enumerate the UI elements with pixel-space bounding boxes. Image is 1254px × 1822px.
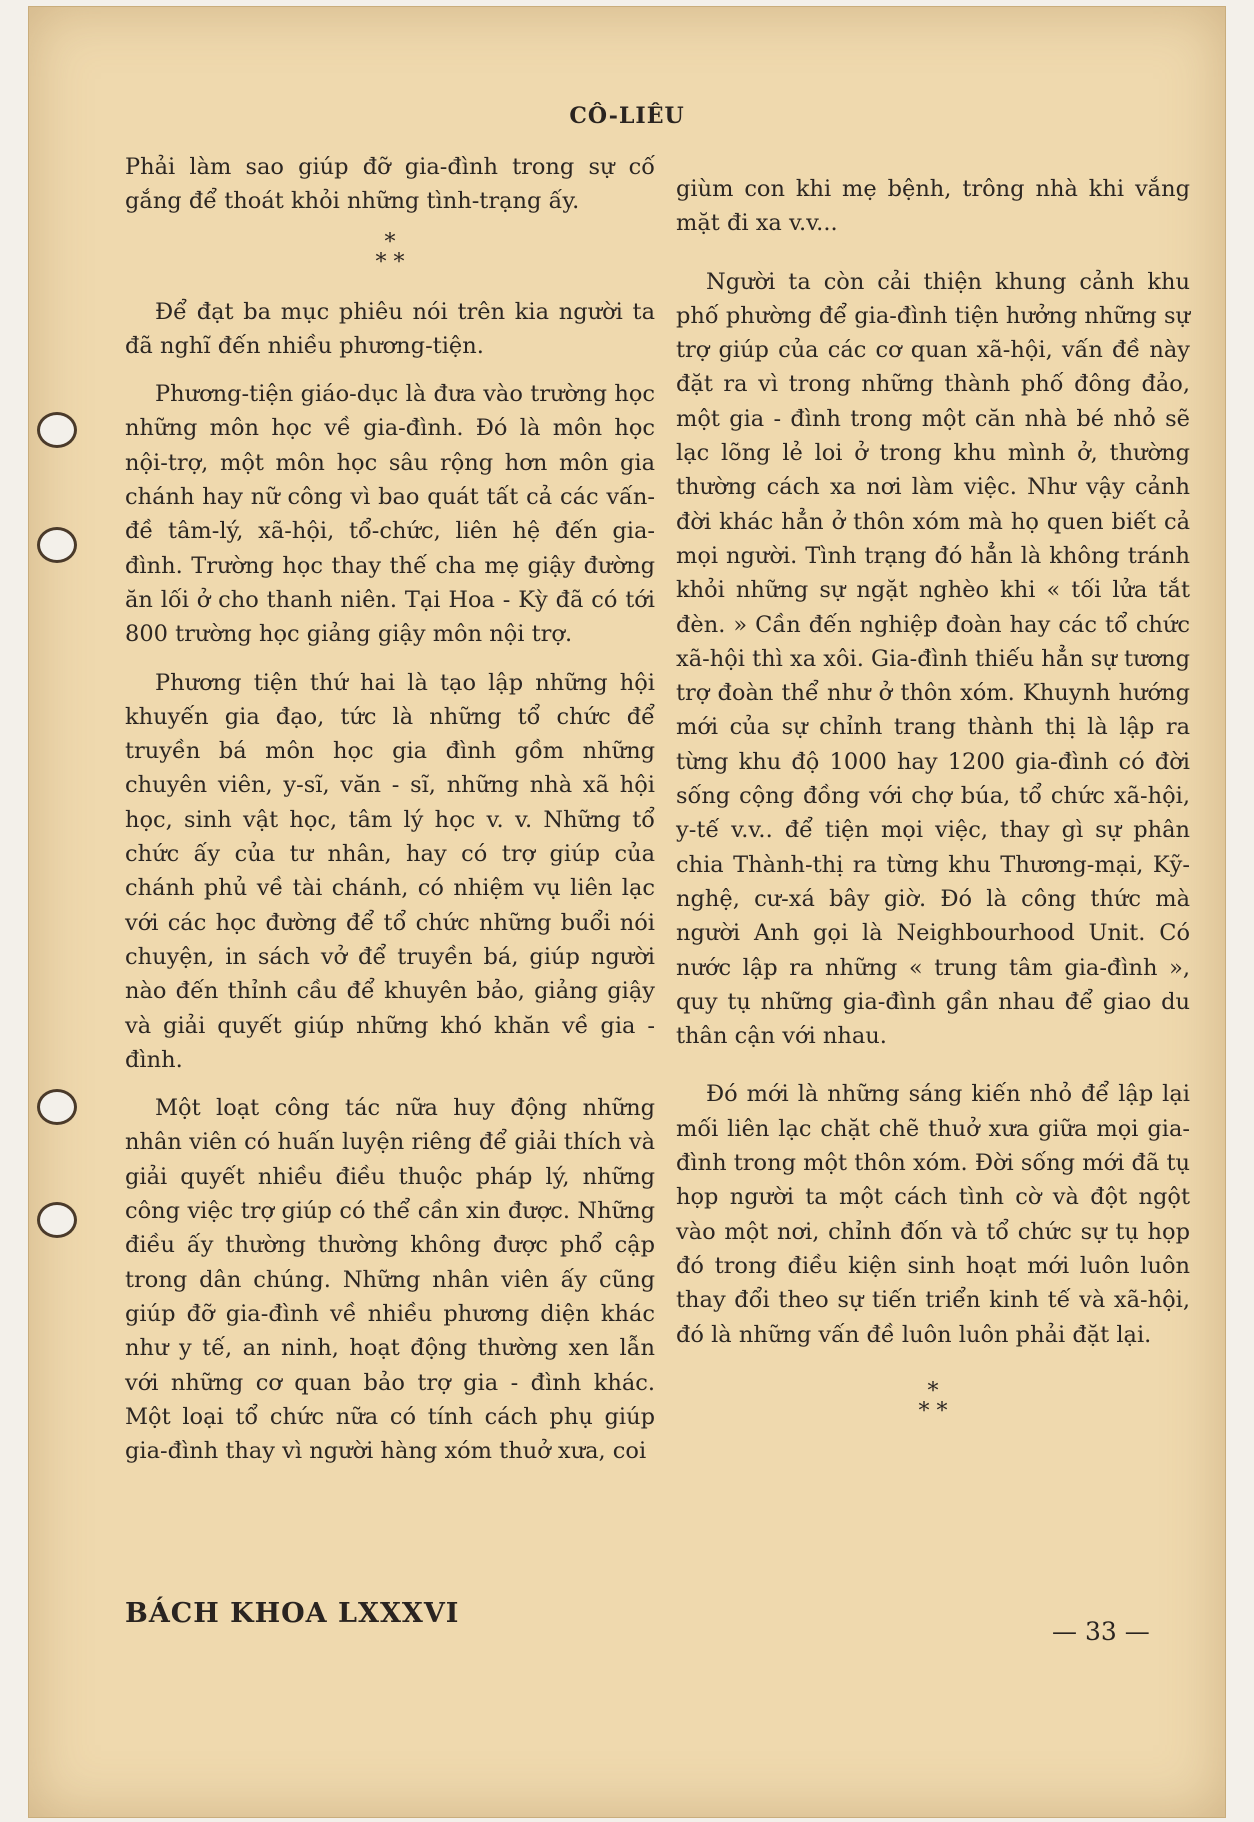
section-separator: * * * <box>375 229 405 275</box>
page-number: — 33 — <box>1052 1617 1150 1646</box>
section-separator: * * * <box>918 1378 948 1424</box>
paragraph: Một loạt công tác nữa huy động những nhân viên có huấn luyện riêng để giải thích và giải quyết nhiều điều thuộc pháp lý, những công việc trợ giúp có thể cần xin được. Những điều ấy thường thường không được phổ cập trong dân chúng. Những nhân viên ấy cũng giúp đỡ gia-đình về nhiều phương diện khác như y tế, an ninh, hoạt động thường xen lẫn với những cơ quan bảo trợ gia - đình khác. Một loại tổ chức nữa có tính cách phụ giúp gia-đình thay vì người hàng xóm thuở xưa, coi <box>125 1095 655 1465</box>
binding-hole <box>37 1089 77 1125</box>
binding-hole <box>37 527 77 563</box>
paragraph: giùm con khi mẹ bệnh, trông nhà khi vắng mặt đi xa v.v... <box>676 176 1190 237</box>
running-title: CÔ-LIÊU <box>569 103 685 129</box>
paragraph: Phương tiện thứ hai là tạo lập những hội khuyến gia đạo, tức là những tổ chức để truyền bá môn học gia đình gồm những chuyên viên, y-sĩ, văn - sĩ, những nhà xã hội học, sinh vật học, tâm lý học v. v. Những tổ chức ấy của tư nhân, hay có trợ giúp của chánh phủ về tài chánh, có nhiệm vụ liên lạc với các học đường để tổ chức những buổi nói chuyện, in sách vở để truyền bá, giúp người nào đến thỉnh cầu để khuyên bảo, giảng giậy và giải quyết giúp những khó khăn về gia - đình. <box>125 669 655 1073</box>
paragraph: Đó mới là những sáng kiến nhỏ để lập lại mối liên lạc chặt chẽ thuở xưa giữa mọi gia-đình trong một thôn xóm. Đời sống mới đã tụ họp người ta một cách tình cờ và đột ngột vào một nơi, chỉnh đốn và tổ chức sự tụ họp đó trong điều kiện sinh hoạt mới luôn luôn thay đổi theo sự tiến triển kinh tế và xã-hội, đó là những vấn đề luôn luôn phải đặt lại. <box>676 1081 1190 1348</box>
right-column <box>676 172 1190 1444</box>
binding-hole <box>37 412 77 448</box>
binding-hole <box>37 1202 77 1238</box>
publication-name: BÁCH KHOA LXXXVI <box>125 1598 460 1629</box>
paragraph: Phương-tiện giáo-dục là đưa vào trường học những môn học về gia-đình. Đó là môn học nội-trợ, một môn học sâu rộng hơn môn gia chánh hay nữ công vì bao quát tất cả các vấn-đề tâm-lý, xã-hội, tổ-chức, liên hệ đến gia-đình. Trường học thay thế cha mẹ giậy đường ăn lối ở cho thanh niên. Tại Hoa - Kỳ đã có tới 800 trường học giảng giậy môn nội trợ. <box>125 381 655 648</box>
paragraph: Phải làm sao giúp đỡ gia-đình trong sự cố gắng để thoát khỏi những tình-trạng ấy. <box>125 154 655 215</box>
paragraph: Để đạt ba mục phiêu nói trên kia người ta đã nghĩ đến nhiều phương-tiện. <box>125 298 655 359</box>
paragraph: Người ta còn cải thiện khung cảnh khu phố phường để gia-đình tiện hưởng những sự trợ giúp của các cơ quan xã-hội, vấn đề này đặt ra vì trong những thành phố đông đảo, một gia - đình trong một căn nhà bé nhỏ sẽ lạc lõng lẻ loi ở trong khu mình ở, thường thường cách xa nơi làm việc. Như vậy cảnh đời khác hẳn ở thôn xóm mà họ quen biết cả mọi người. Tình trạng đó hẳn là không tránh khỏi những sự ngặt nghèo khi « tối lửa tắt đèn. » Cần đến nghiệp đoàn hay các tổ chức xã-hội thì xa xôi. Gia-đình thiếu hẳn sự tương trợ đoàn thể như ở thôn xóm. Khuynh hướng mới của sự chỉnh trang thành thị là lập ra từng khu độ 1000 hay 1200 gia-đình có đời sống cộng đồng với chợ búa, tổ chức xã-hội, y-tế v.v.. để tiện mọi việc, thay gì sự phân chia Thành-thị ra từng khu Thương-mại, Kỹ-nghệ, cư-xá bây giờ. Đó là công thức mà người Anh gọi là Neighbourhood Unit. Có nước lập ra những « trung tâm gia-đình », quy tụ những gia-đình gần nhau để giao du thân cận với nhau. <box>676 268 1190 1050</box>
left-column <box>125 150 655 1482</box>
